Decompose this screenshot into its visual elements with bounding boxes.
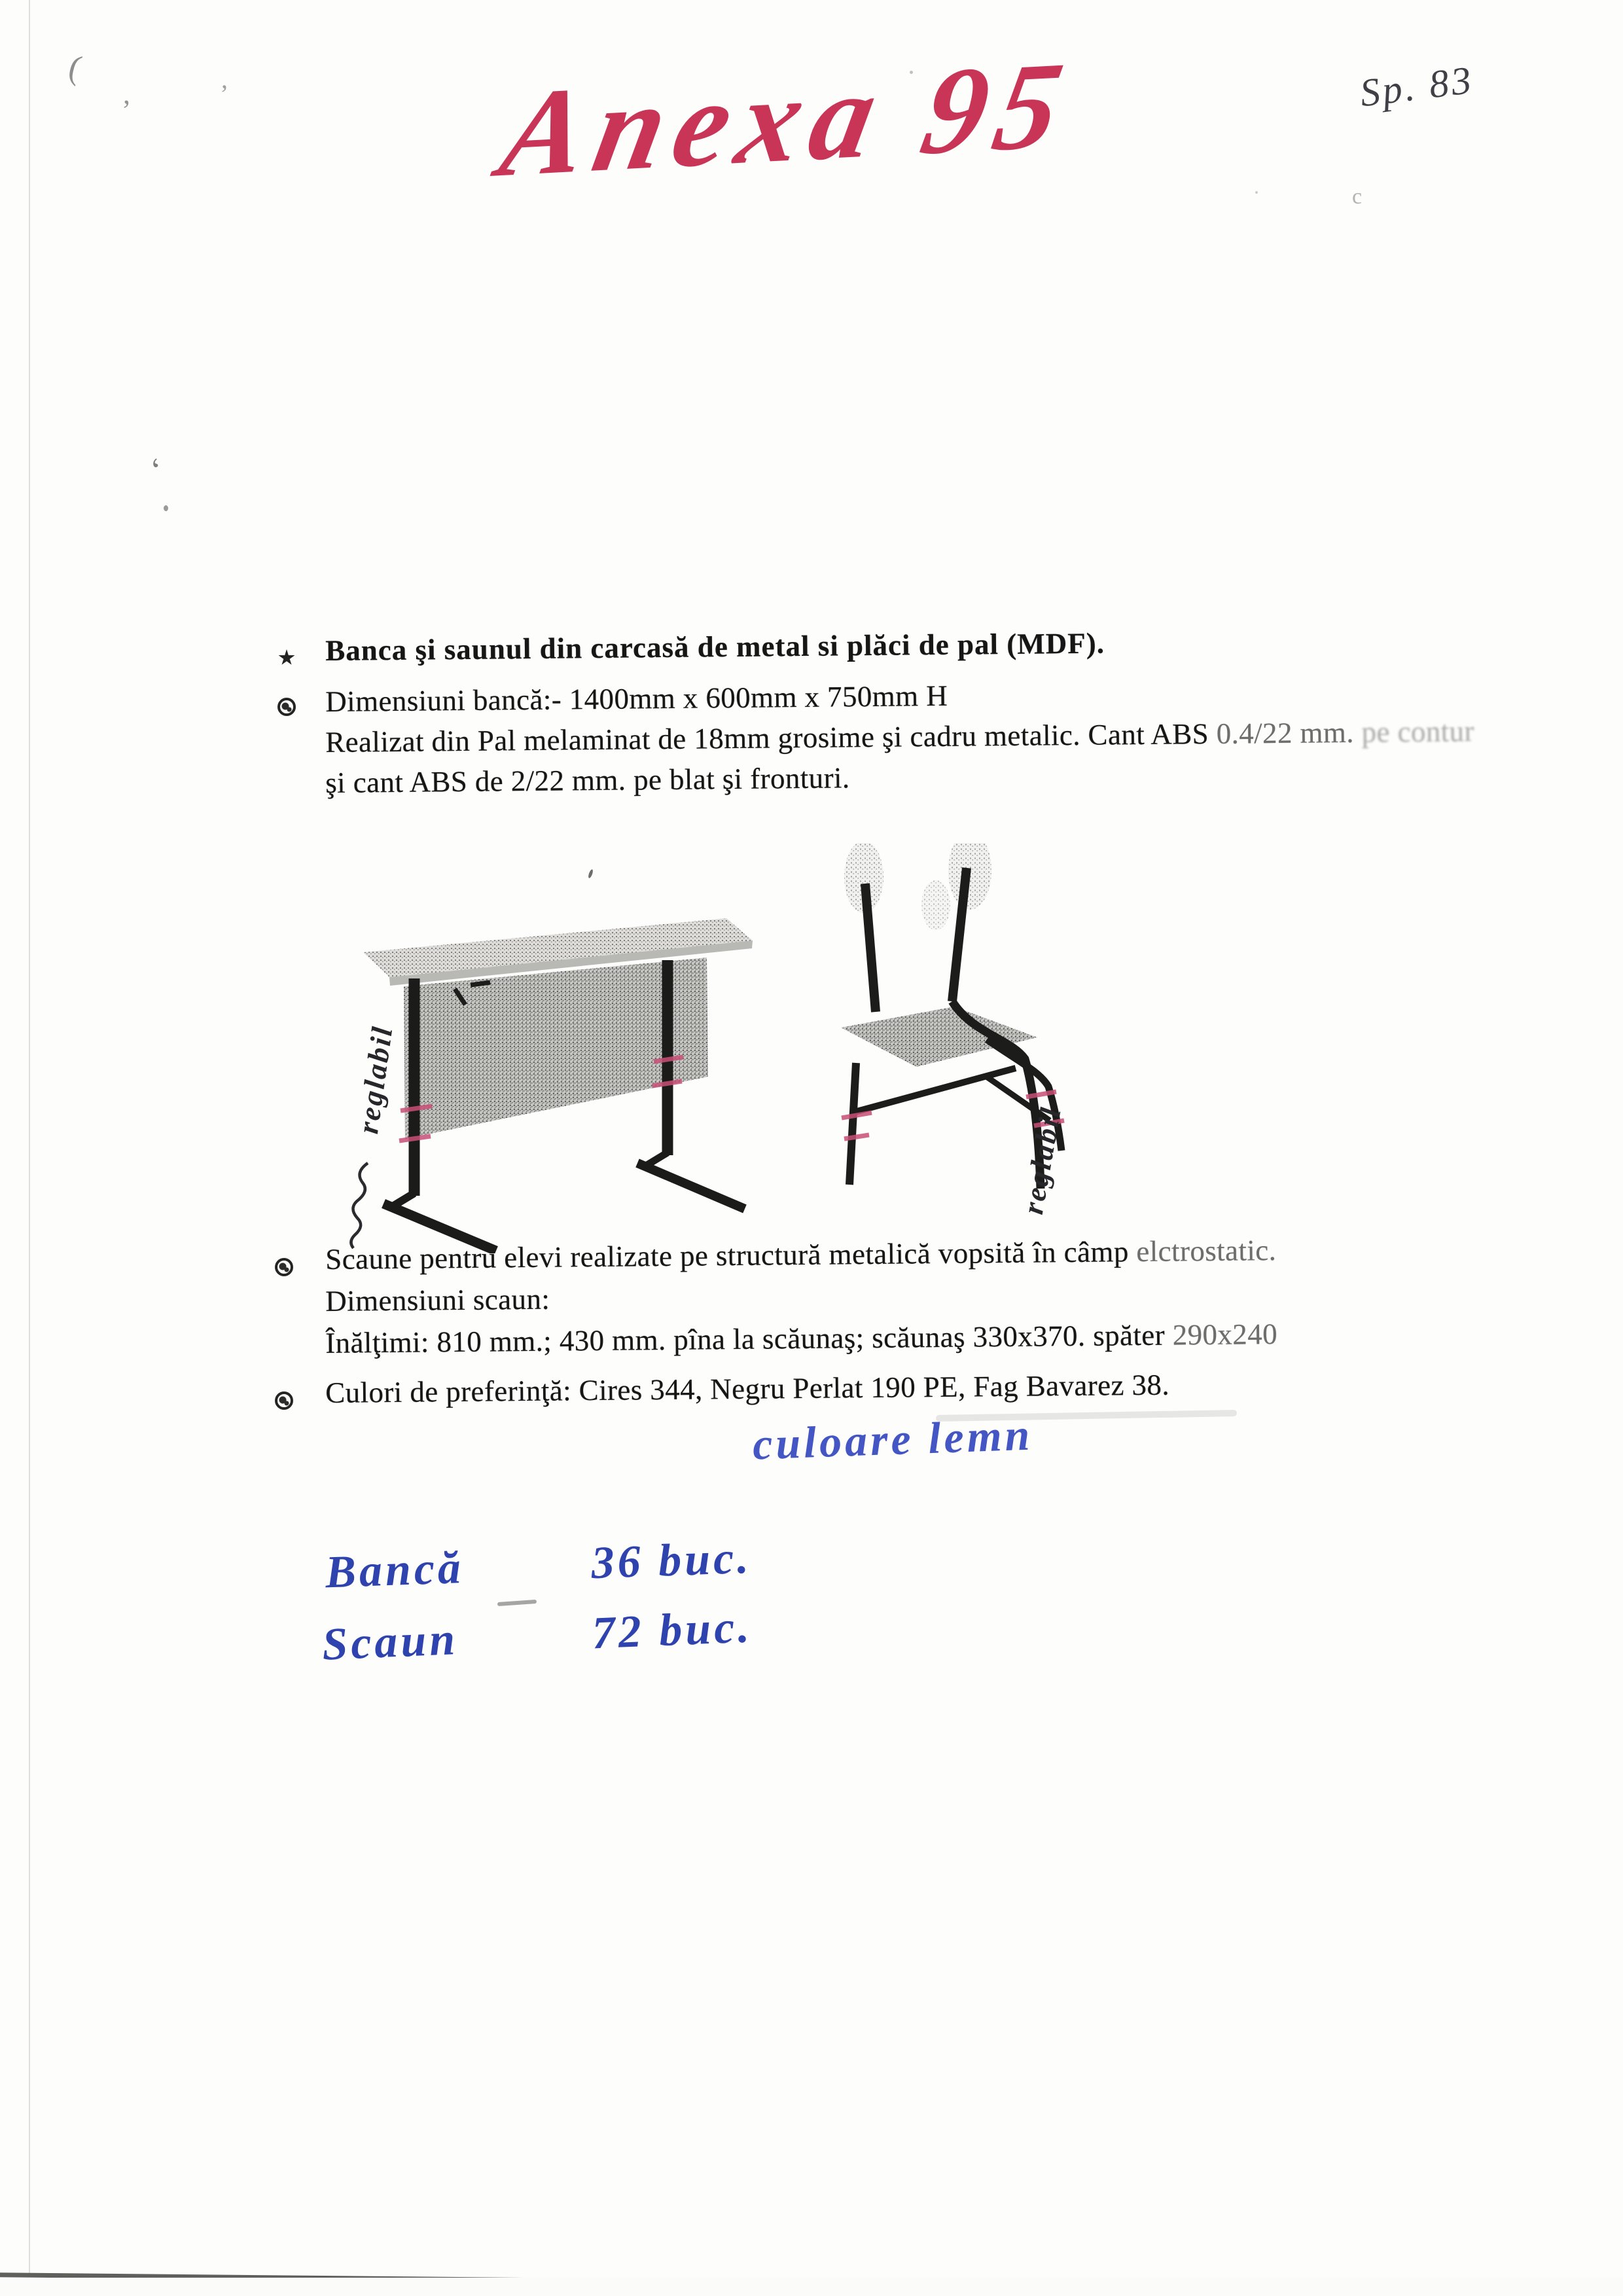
qty-value: 72 buc. [591,1602,754,1659]
qty-item-label: Scaun [321,1614,459,1670]
scan-paper-left-edge [29,0,30,2276]
bench-material-cant: 0.4/22 mm. [1216,715,1355,750]
chair-dims-faded-tail: 290x240 [1172,1318,1278,1352]
scan-smudge-comma: , [123,78,130,110]
spec-line-chair-dimensions [325,1317,1277,1360]
scan-speck [1255,191,1258,194]
scan-smudge-paren: ( [65,48,85,88]
qty-row-chair [321,1601,754,1671]
bullet-star-icon [278,649,295,666]
chair-photo-drawing [818,843,1106,1223]
scanner-background [0,2278,1623,2296]
qty-value: 36 buc. [590,1532,753,1589]
spec-line-colors: Culori de preferinţă: Cires 344, Negru Perlat 190 PE, Fag Bavarez 38. [325,1368,1170,1409]
handwriting-squiggle [351,1163,368,1248]
qty-row-bench [325,1532,753,1600]
desk-adjustable-note: reglabil [351,1023,399,1136]
scan-smudge-tick: ’ [220,79,229,109]
chair-adjustable-note: reglabil [1016,1103,1068,1217]
spec-line-bench-title: Banca şi saunul din carcasă de metal si plăci de pal (MDF). [325,626,1105,667]
spec-line-bench-cant: şi cant ABS de 2/22 mm. pe blat şi fronturi. [325,761,850,799]
spec-line-chair-dim-title: Dimensiuni scaun: [325,1282,550,1318]
scan-speck [497,1600,537,1606]
scan-smudge-c: c [1352,185,1363,209]
wood-color-handwritten-note: culoare lemn [751,1409,1034,1469]
annex-title-handwritten: Anexa 95 [491,35,1083,203]
bullet-ring-icon [277,698,296,716]
chairs-faded-tail: elctrostatic. [1136,1234,1277,1268]
scan-smudge-hook: ‘ [146,450,168,489]
spec-line-bench-dimensions: Dimensiuni bancă:- 1400mm x 600mm x 750mm H [325,679,948,718]
chair-figure [818,843,1106,1223]
spec-line-bench-material [325,714,1474,759]
chair-dims-text: Înălţimi: 810 mm.; 430 mm. pîna la scăunaş; scăunaş 330x370. spăter [325,1318,1166,1359]
qty-item-label: Bancă [324,1543,465,1598]
spacer [473,1649,578,1653]
page-number-note: Sp. 83 [1357,58,1476,115]
scan-speck [164,505,168,511]
bullet-ring-icon [275,1391,293,1410]
chairs-text: Scaune pentru elevi realizate pe structură metalică vopsită în câmp [325,1235,1129,1276]
bench-material-faded-tail: pe contur [1361,715,1475,749]
bench-material-text: Realizat din Pal melaminat de 18mm grosime şi cadru metalic. Cant ABS [325,717,1209,759]
bullet-ring-icon [275,1258,293,1276]
scan-speck [588,869,594,879]
spacer [479,1579,577,1582]
